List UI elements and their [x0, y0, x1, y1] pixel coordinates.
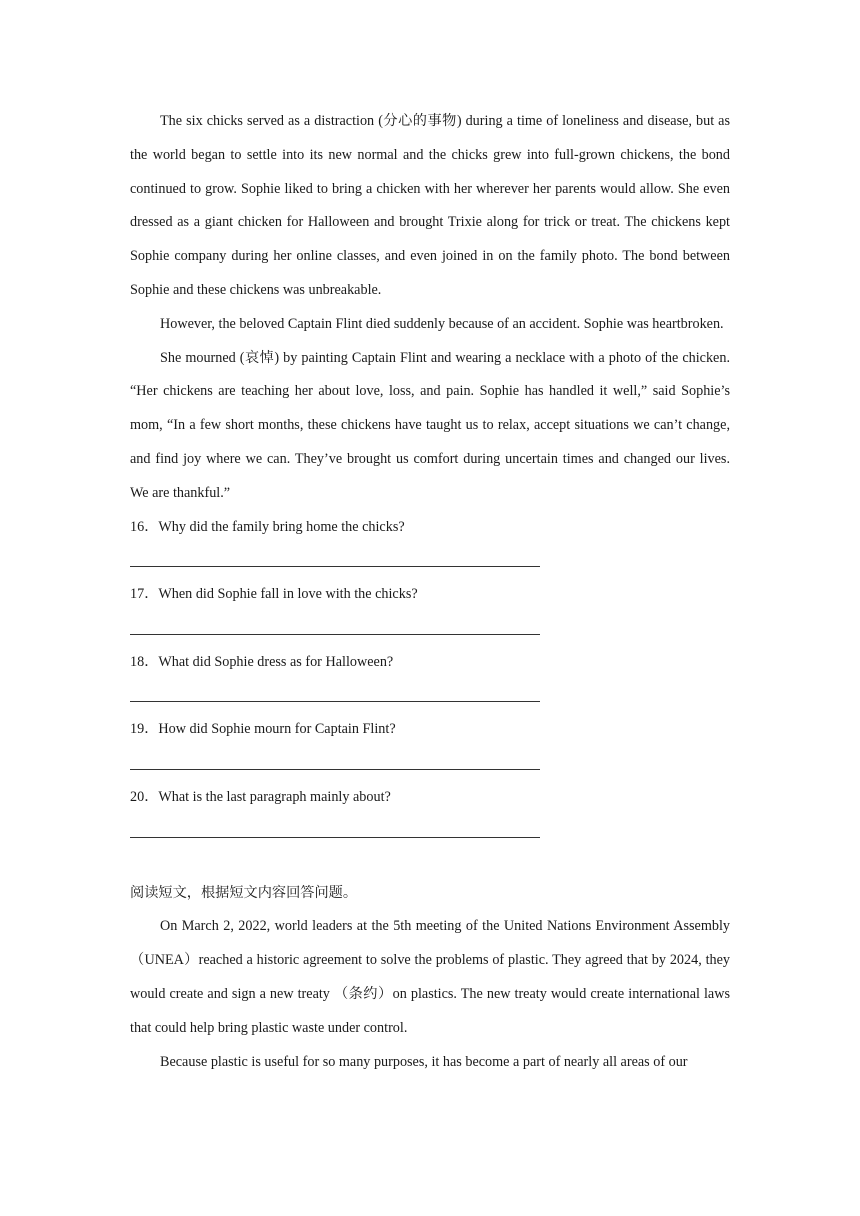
question-item	[130, 511, 730, 579]
question-body: How did Sophie mourn for Captain Flint?	[158, 721, 396, 738]
passage-paragraph: Because plastic is useful for so many purposes, it has become a part of nearly all areas of our	[160, 1053, 688, 1070]
answer-line[interactable]	[130, 680, 540, 714]
question-body: What did Sophie dress as for Halloween?	[158, 653, 394, 670]
question-number: 16．	[130, 518, 159, 535]
question-number: 18．	[130, 653, 159, 670]
question-list	[130, 511, 730, 849]
question-item	[130, 646, 730, 714]
question-text	[130, 713, 730, 747]
question-text	[130, 781, 730, 815]
question-item	[130, 578, 730, 646]
question-text	[130, 511, 730, 545]
question-number: 19．	[130, 721, 159, 738]
question-body: What is the last paragraph mainly about?	[158, 788, 391, 805]
answer-line[interactable]	[130, 747, 540, 781]
question-number: 20．	[130, 788, 159, 805]
question-text	[130, 646, 730, 680]
answer-line[interactable]	[130, 544, 540, 578]
answer-line[interactable]	[130, 815, 540, 849]
passage-paragraph: She mourned (哀悼) by painting Captain Flint and wearing a necklace with a photo of the chicken. “Her chickens are teaching her about love, loss, and pain. Sophie has handled it well,” said Sophie’s mom, “In a few short months, these chickens have taught us to relax, accept situations we can’t change, and find joy where we can. They’ve brought us comfort during uncertain times and changed our lives. We are thankful.”	[130, 349, 730, 501]
question-item	[130, 713, 730, 781]
passage-paragraph: The six chicks served as a distraction (分心的事物) during a time of loneliness and disease, but as the world began to settle into its new normal and the chicks grew into full-grown chickens, the bond continued to grow. Sophie liked to bring a chicken with her wherever her parents would allow. She even dressed as a giant chicken for Halloween and brought Trixie along for trick or treat. The chickens kept Sophie company during her online classes, and even joined in on the family photo. The bond between Sophie and these chickens was unbreakable.	[130, 113, 730, 298]
answer-line[interactable]	[130, 612, 540, 646]
document-page	[130, 105, 730, 1079]
question-item	[130, 781, 730, 849]
section-instruction: 阅读短文，根据短文内容回答问题。	[130, 884, 358, 901]
question-body: Why did the family bring home the chicks?	[158, 518, 405, 535]
passage-paragraph: However, the beloved Captain Flint died suddenly because of an accident. Sophie was heartbroken.	[160, 315, 724, 332]
question-body: When did Sophie fall in love with the chicks?	[158, 586, 418, 603]
question-number: 17．	[130, 586, 159, 603]
question-text	[130, 578, 730, 612]
passage-paragraph: On March 2, 2022, world leaders at the 5th meeting of the United Nations Environment Assembly （UNEA）reached a historic agreement to solve the problems of plastic. They agreed that by 2024, they would create and sign a new treaty （条约）on plastics. The new treaty would create international laws that could help bring plastic waste under control.	[130, 918, 730, 1036]
